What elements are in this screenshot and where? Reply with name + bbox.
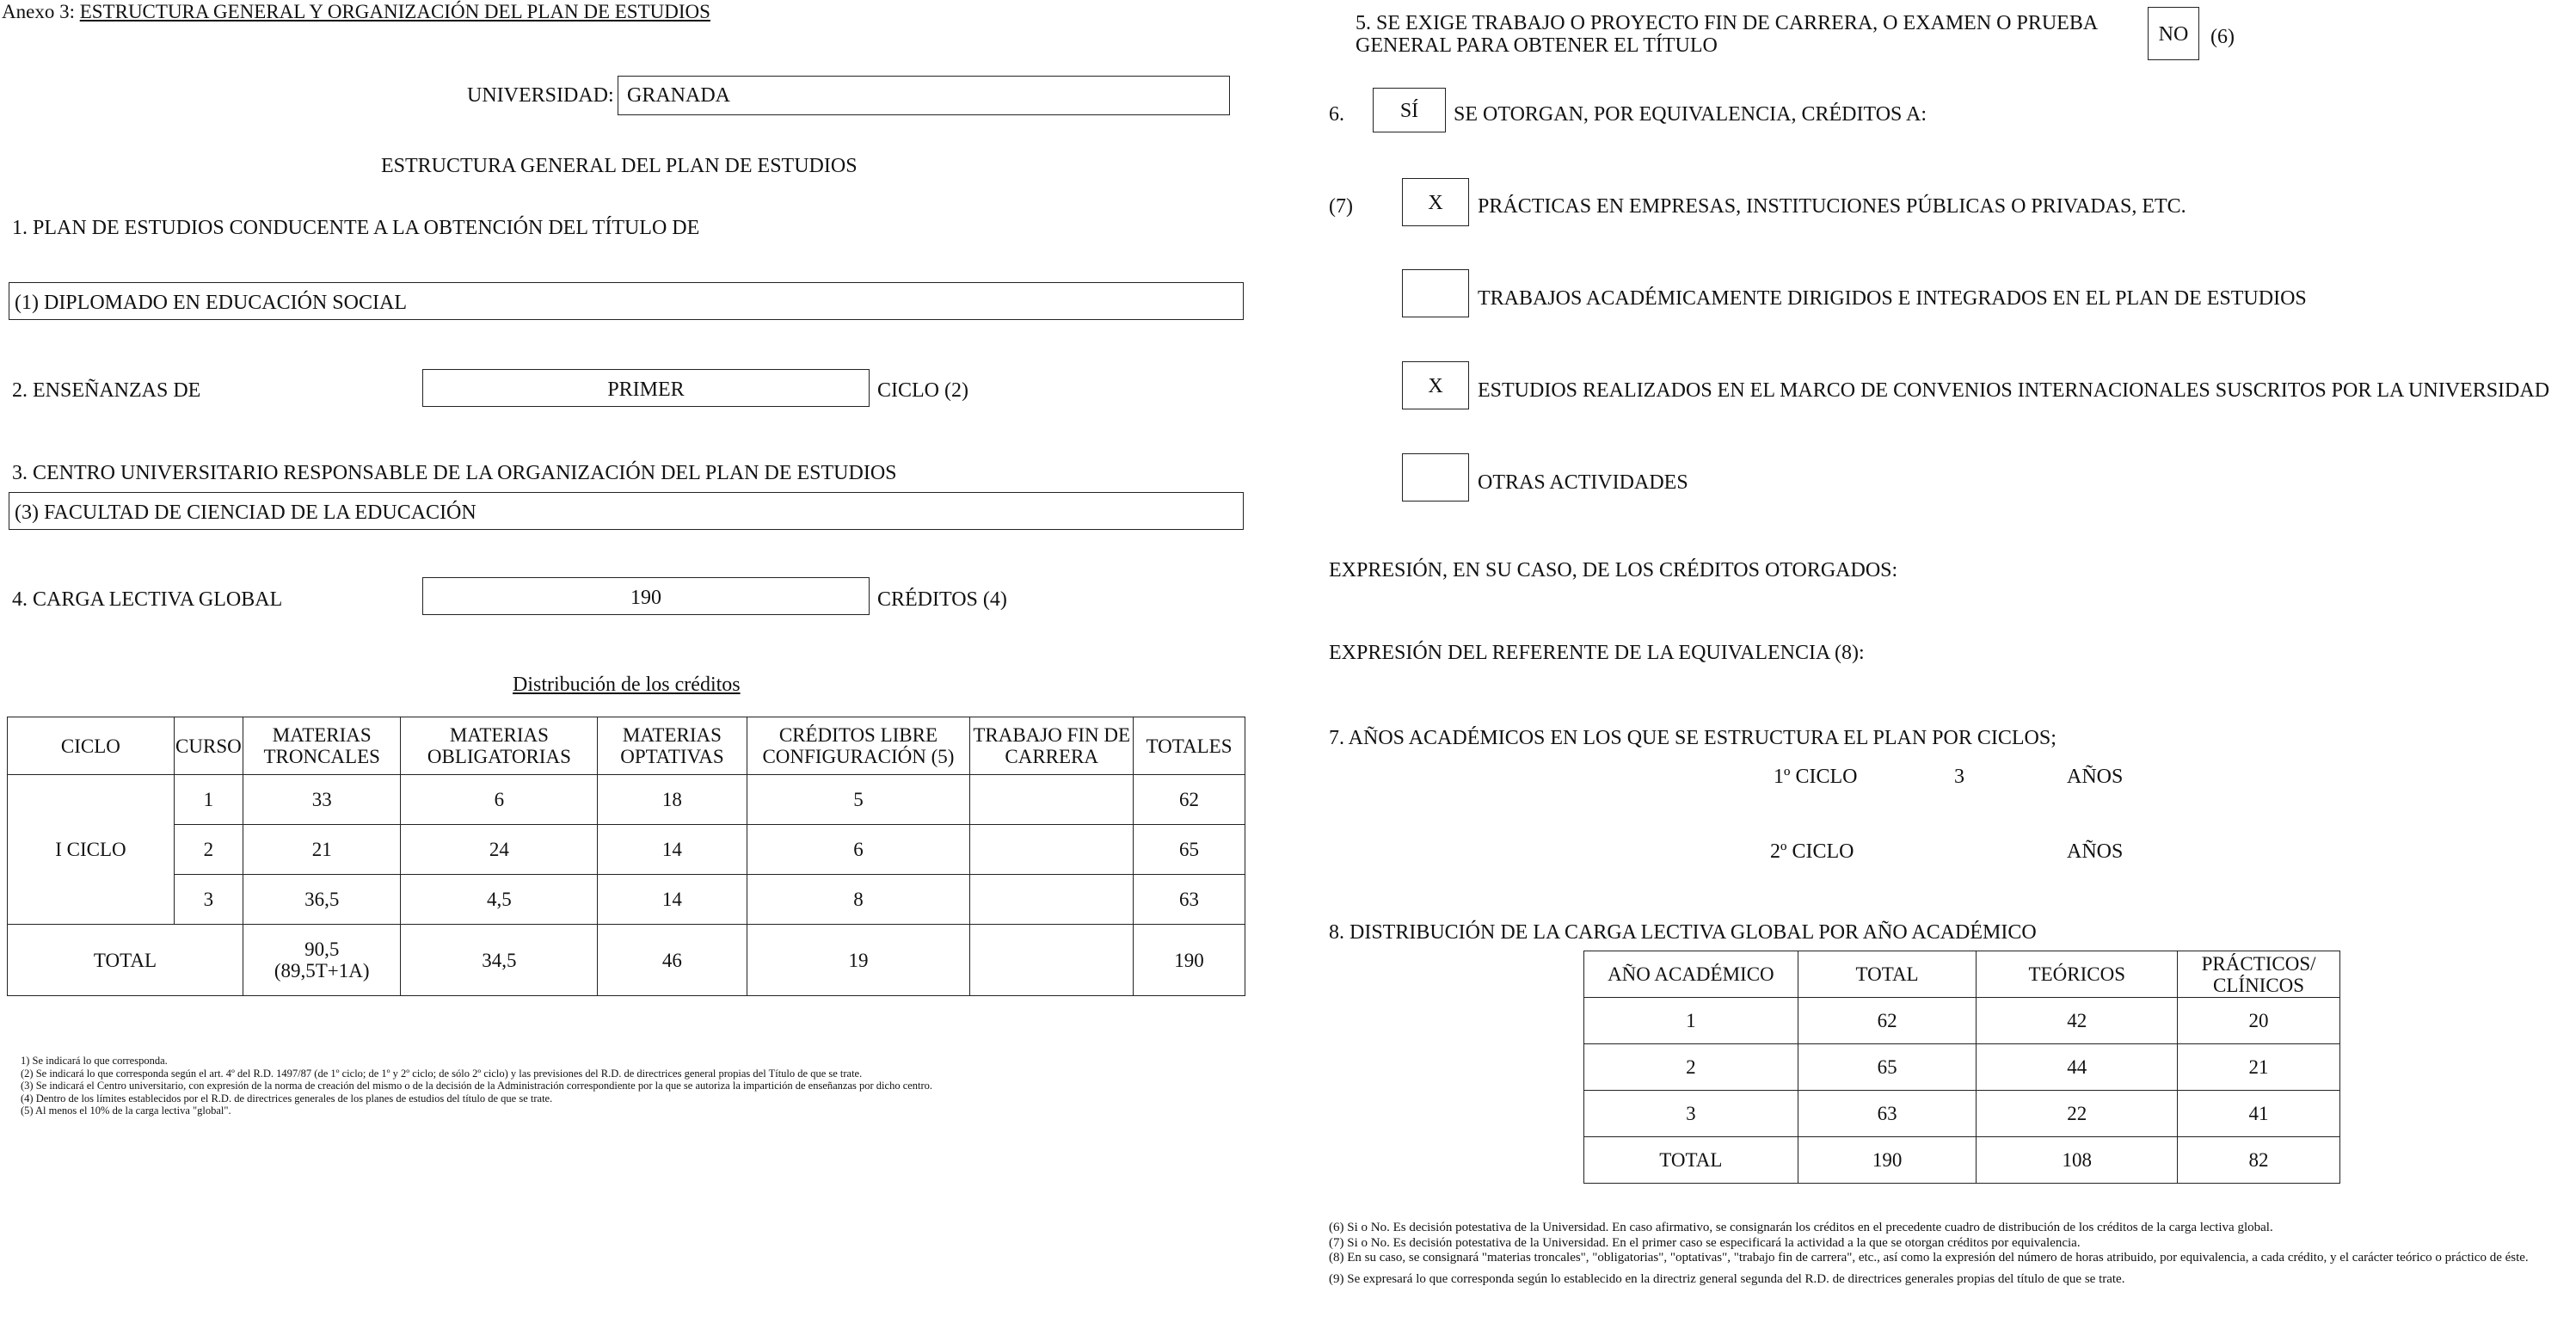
teaching-cycle-value: PRIMER (607, 378, 685, 401)
table-cell: 63 (1798, 1091, 1977, 1137)
cycle2-label: 2º CICLO (1770, 840, 1854, 863)
total-label: TOTAL (8, 925, 243, 996)
equivalence-box (1373, 88, 1446, 132)
checkbox-practicas[interactable] (1402, 178, 1469, 226)
annex-heading (2, 1, 710, 23)
table-cell: 2 (174, 825, 243, 875)
estudios-label: ESTUDIOS REALIZADOS EN EL MARCO DE CONVENIOS INTERNACIONALES SUSCRITOS POR LA UNIVERSIDAD (1478, 379, 2550, 402)
total-troncales: 90,5 (304, 938, 340, 960)
cycle1-unit: AÑOS (2067, 766, 2124, 788)
checkbox-otras[interactable] (1402, 453, 1469, 502)
header-cell: MATERIAS TRONCALES (243, 717, 401, 775)
table-cell (970, 775, 1134, 825)
cycle1-label: 1º CICLO (1774, 766, 1858, 788)
equivalence-note: (7) (1329, 195, 1353, 218)
footnote: 1) Se indicará lo que corresponda. (21, 1055, 168, 1067)
table-cell: 5 (747, 775, 970, 825)
table-row (8, 825, 1245, 875)
section7-label: 7. AÑOS ACADÉMICOS EN LOS QUE SE ESTRUCTURA EL PLAN POR CICLOS; (1329, 727, 2056, 749)
table-cell: 41 (2178, 1091, 2340, 1137)
table-cell: 20 (2178, 998, 2340, 1044)
table-cell: 14 (598, 825, 747, 875)
annex-prefix: Anexo 3: (2, 1, 80, 22)
table-cell: 21 (2178, 1044, 2340, 1091)
total-row (1584, 1137, 2340, 1184)
section1-label: 1. PLAN DE ESTUDIOS CONDUCENTE A LA OBTENCIÓN DEL TÍTULO DE (12, 217, 700, 239)
section6-text: SE OTORGAN, POR EQUIVALENCIA, CRÉDITOS A: (1454, 103, 1927, 126)
center-field (9, 492, 1244, 530)
header-cell: CRÉDITOS LIBRE CONFIGURACIÓN (5) (747, 717, 970, 775)
checkbox-mark: X (1428, 192, 1443, 214)
section6-number: 6. (1329, 103, 1344, 126)
table-cell: 14 (598, 875, 747, 925)
expression-credits: EXPRESIÓN, EN SU CASO, DE LOS CRÉDITOS OTORGADOS: (1329, 559, 1898, 582)
table-cell: 62 (1134, 775, 1245, 825)
university-value: GRANADA (627, 84, 730, 107)
section5-note: (6) (2210, 26, 2235, 48)
university-label: UNIVERSIDAD: (467, 84, 614, 107)
footnote: (8) En su caso, se consignará "materias troncales", "obligatorias", "optativas", "trabajo fin de carrera", etc., así como la expresión del número de horas atribuido, por equivalencia, a cada crédito, y el carácter teórico o práctico de éste. (1329, 1251, 2529, 1265)
header-cell: TOTAL (1798, 951, 1977, 998)
table-cell: 1 (174, 775, 243, 825)
table-cell: 4,5 (401, 875, 598, 925)
checkbox-trabajos[interactable] (1402, 269, 1469, 317)
total-troncales-detail: (89,5T+1A) (274, 960, 370, 981)
table-cell: TOTAL (1584, 1137, 1798, 1184)
table-cell: 3 (1584, 1091, 1798, 1137)
checkbox-estudios[interactable] (1402, 361, 1469, 409)
header-cell: MATERIAS OPTATIVAS (598, 717, 747, 775)
table-cell: 19 (747, 925, 970, 996)
table-cell: 36,5 (243, 875, 401, 925)
final-project-box (2148, 7, 2199, 60)
table-cell: 65 (1798, 1044, 1977, 1091)
table-row (1584, 998, 2340, 1044)
practicas-label: PRÁCTICAS EN EMPRESAS, INSTITUCIONES PÚBLICAS O PRIVADAS, ETC. (1478, 195, 2186, 218)
table-cell: 62 (1798, 998, 1977, 1044)
structure-title: ESTRUCTURA GENERAL DEL PLAN DE ESTUDIOS (381, 155, 858, 177)
footnote: (9) Se expresará lo que corresponda según lo establecido en la directriz general segunda del R.D. de directrices generales propias del título de que se trate. (1329, 1271, 2125, 1286)
footnotes-left (21, 1055, 932, 1117)
section3-label: 3. CENTRO UNIVERSITARIO RESPONSABLE DE LA ORGANIZACIÓN DEL PLAN DE ESTUDIOS (12, 462, 897, 484)
header-cell: PRÁCTICOS/ CLÍNICOS (2178, 951, 2340, 998)
table-cell (970, 925, 1134, 996)
load-by-year-table (1583, 951, 2340, 1184)
table-cell: 6 (747, 825, 970, 875)
credits-table (7, 717, 1245, 996)
table-row (1584, 1091, 2340, 1137)
university-field (618, 76, 1230, 115)
header-cell: MATERIAS OBLIGATORIAS (401, 717, 598, 775)
degree-title-value: (1) DIPLOMADO EN EDUCACIÓN SOCIAL (15, 292, 407, 314)
trabajos-label: TRABAJOS ACADÉMICAMENTE DIRIGIDOS E INTEGRADOS EN EL PLAN DE ESTUDIOS (1478, 287, 2307, 310)
table-cell: 65 (1134, 825, 1245, 875)
section8-label: 8. DISTRIBUCIÓN DE LA CARGA LECTIVA GLOBAL POR AÑO ACADÉMICO (1329, 921, 2037, 944)
footnote: (4) Dentro de los límites establecidos por el R.D. de directrices generales de los planes de estudios del título de que se trate. (21, 1092, 553, 1105)
table-cell: 33 (243, 775, 401, 825)
section4-label: 4. CARGA LECTIVA GLOBAL (12, 588, 283, 611)
cycle2-unit: AÑOS (2067, 840, 2124, 863)
header-cell: CURSO (174, 717, 243, 775)
section4-suffix: CRÉDITOS (4) (877, 588, 1007, 611)
cycle1-years: 3 (1954, 766, 1964, 788)
table-cell: 2 (1584, 1044, 1798, 1091)
footnote: (2) Se indicará lo que corresponda según el art. 4º del R.D. 1497/87 (de 1º ciclo; de 1º y 2º ciclo; de sólo 2º ciclo) y las previsiones del R.D. de directrices general propias del Título de que se trate. (21, 1067, 863, 1080)
table-cell: 44 (1977, 1044, 2178, 1091)
table-cell: 18 (598, 775, 747, 825)
table-row (8, 875, 1245, 925)
table-cell: 82 (2178, 1137, 2340, 1184)
table-cell: 108 (1977, 1137, 2178, 1184)
credits-table-title: Distribución de los créditos (513, 674, 741, 696)
teaching-cycle-field (422, 369, 870, 407)
footnote: (3) Se indicará el Centro universitario, con expresión de la norma de creación del mismo o de la decisión de la Administración correspondiente por la que se autoriza la impartición de enseñanzas por dicho centro. (21, 1080, 933, 1092)
table-cell: 6 (401, 775, 598, 825)
table-cell: 21 (243, 825, 401, 875)
section5-text: 5. SE EXIGE TRABAJO O PROYECTO FIN DE CARRERA, O EXAMEN O PRUEBA GENERAL PARA OBTENER EL TÍTULO (1356, 12, 2097, 57)
header-cell: TEÓRICOS (1977, 951, 2178, 998)
header-cell: TRABAJO FIN DE CARRERA (970, 717, 1134, 775)
table-row (8, 775, 1245, 825)
table-cell: 22 (1977, 1091, 2178, 1137)
table-cell: 190 (1134, 925, 1245, 996)
table-cell: 190 (1798, 1137, 1977, 1184)
header-cell: TOTALES (1134, 717, 1245, 775)
cycle-cell: I CICLO (8, 775, 175, 925)
table-cell (970, 875, 1134, 925)
table-row (1584, 1044, 2340, 1091)
table-cell: 1 (1584, 998, 1798, 1044)
expression-referent: EXPRESIÓN DEL REFERENTE DE LA EQUIVALENCIA (8): (1329, 642, 1865, 664)
final-project-value: NO (2158, 23, 2189, 46)
header-cell: CICLO (8, 717, 175, 775)
section2-suffix: CICLO (2) (877, 379, 968, 402)
center-value: (3) FACULTAD DE CIENCIAD DE LA EDUCACIÓN (15, 502, 476, 524)
header-cell: AÑO ACADÉMICO (1584, 951, 1798, 998)
section2-label: 2. ENSEÑANZAS DE (12, 379, 201, 402)
global-load-field (422, 577, 870, 615)
table-cell (970, 825, 1134, 875)
table-cell: 34,5 (401, 925, 598, 996)
footnote: (6) Si o No. Es decisión potestativa de la Universidad. En caso afirmativo, se consignarán los créditos en el precedente cuadro de distribución de los créditos de la carga lectiva global. (1329, 1221, 2273, 1234)
footnote: (5) Al menos el 10% de la carga lectiva "global". (21, 1105, 231, 1117)
table-cell: 8 (747, 875, 970, 925)
table-cell: 63 (1134, 875, 1245, 925)
otras-label: OTRAS ACTIVIDADES (1478, 471, 1688, 494)
global-load-value: 190 (630, 587, 661, 609)
footnote: (7) Si o No. Es decisión potestativa de la Universidad. En el primer caso se especificará la actividad a la que se otorgan créditos por equivalencia. (1329, 1235, 2081, 1250)
annex-title: ESTRUCTURA GENERAL Y ORGANIZACIÓN DEL PLAN DE ESTUDIOS (79, 1, 710, 22)
table-cell: 3 (174, 875, 243, 925)
checkbox-mark: X (1428, 375, 1443, 397)
total-row (8, 925, 1245, 996)
table-cell (243, 925, 401, 996)
table-cell: 42 (1977, 998, 2178, 1044)
table-cell: 24 (401, 825, 598, 875)
degree-title-field (9, 282, 1244, 320)
footnotes-right (1329, 1221, 2567, 1287)
equivalence-value: SÍ (1399, 100, 1419, 122)
table-cell: 46 (598, 925, 747, 996)
